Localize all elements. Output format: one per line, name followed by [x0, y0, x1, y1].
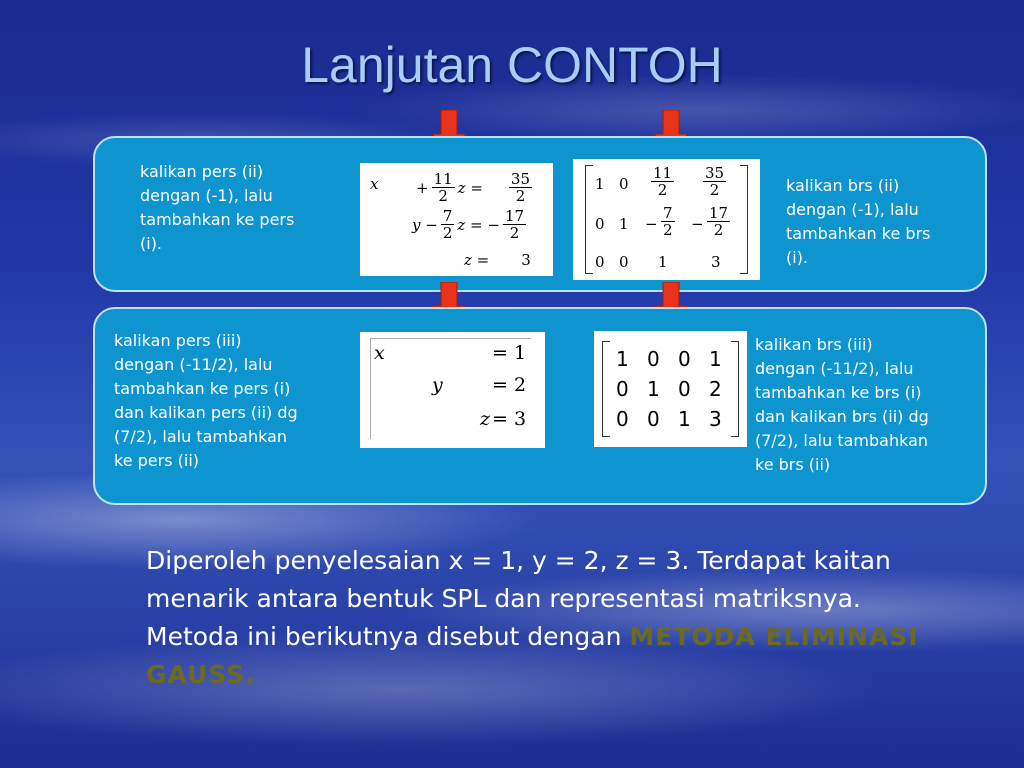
slide-title: Lanjutan CONTOH [301, 37, 723, 93]
eq-row-2: y − $\frac{7}{2}$ z = − $\frac{17}{2}$ [412, 207, 525, 242]
equation-system-1 [360, 163, 553, 276]
matrix-cell: 0 [647, 407, 660, 431]
augmented-matrix-2 [594, 331, 747, 447]
matrix-cell: 1 [678, 407, 691, 431]
equation-system-2: x = 1 y = 2 z = 3 [360, 332, 545, 448]
matrix-cell: 0 [678, 377, 691, 401]
matrix-cell: 0 [647, 347, 660, 371]
step-panel-1 [93, 136, 987, 292]
matrix-cell: 0 [616, 407, 629, 431]
panel1-right-text: kalikan brs (ii) dengan (-1), lalu tambahkan ke brs (i). [786, 176, 931, 267]
matrix-cell: 1 [616, 347, 629, 371]
eq-row-1: + $\frac{11}{2}$ z = $\frac{35}{2}$ [416, 170, 531, 205]
panel2-right-text: kalikan brs (iii) dengan (-11/2), lalu tambahkan ke brs (i) dan kalikan brs (ii) dg (7/2), lalu tambahkan ke brs (ii) [755, 335, 929, 474]
eq-row-3: z = 3 [464, 251, 531, 269]
gauss-method-highlight: METODA ELIMINASI GAUSS. [146, 622, 919, 689]
panel1-left-text: kalikan pers (ii) dengan (-1), lalu tambahkan ke pers (i). [140, 162, 295, 253]
matrix-cell: 1 [647, 377, 660, 401]
matrix-cell: 2 [709, 377, 722, 401]
matrix-cell: 0 [616, 377, 629, 401]
augmented-matrix-1: 1 0 $\frac{11}{2}$ $\frac{35}{2}$ 0 1 − $\frac{7}{2}$ − $\frac{17}{2}$ 0 0 1 3 [573, 159, 760, 280]
matrix-cell: 0 [678, 347, 691, 371]
eq-var-x: x [370, 175, 379, 193]
matrix-cell: 3 [709, 407, 722, 431]
step-panel-2 [93, 307, 987, 505]
matrix-cell: 1 [709, 347, 722, 371]
panel2-left-text: kalikan pers (iii) dengan (-11/2), lalu tambahkan ke pers (i) dan kalikan pers (ii) dg (7/2), lalu tambahkan ke pers (ii) [114, 331, 298, 470]
conclusion-text: Diperoleh penyelesaian x = 1, y = 2, z = 3. Terdapat kaitan menarik antara bentuk SPL dan representasi matriksnya. Metoda ini berikutnya disebut dengan METODA ELIMINASI GAUSS. [146, 546, 919, 689]
